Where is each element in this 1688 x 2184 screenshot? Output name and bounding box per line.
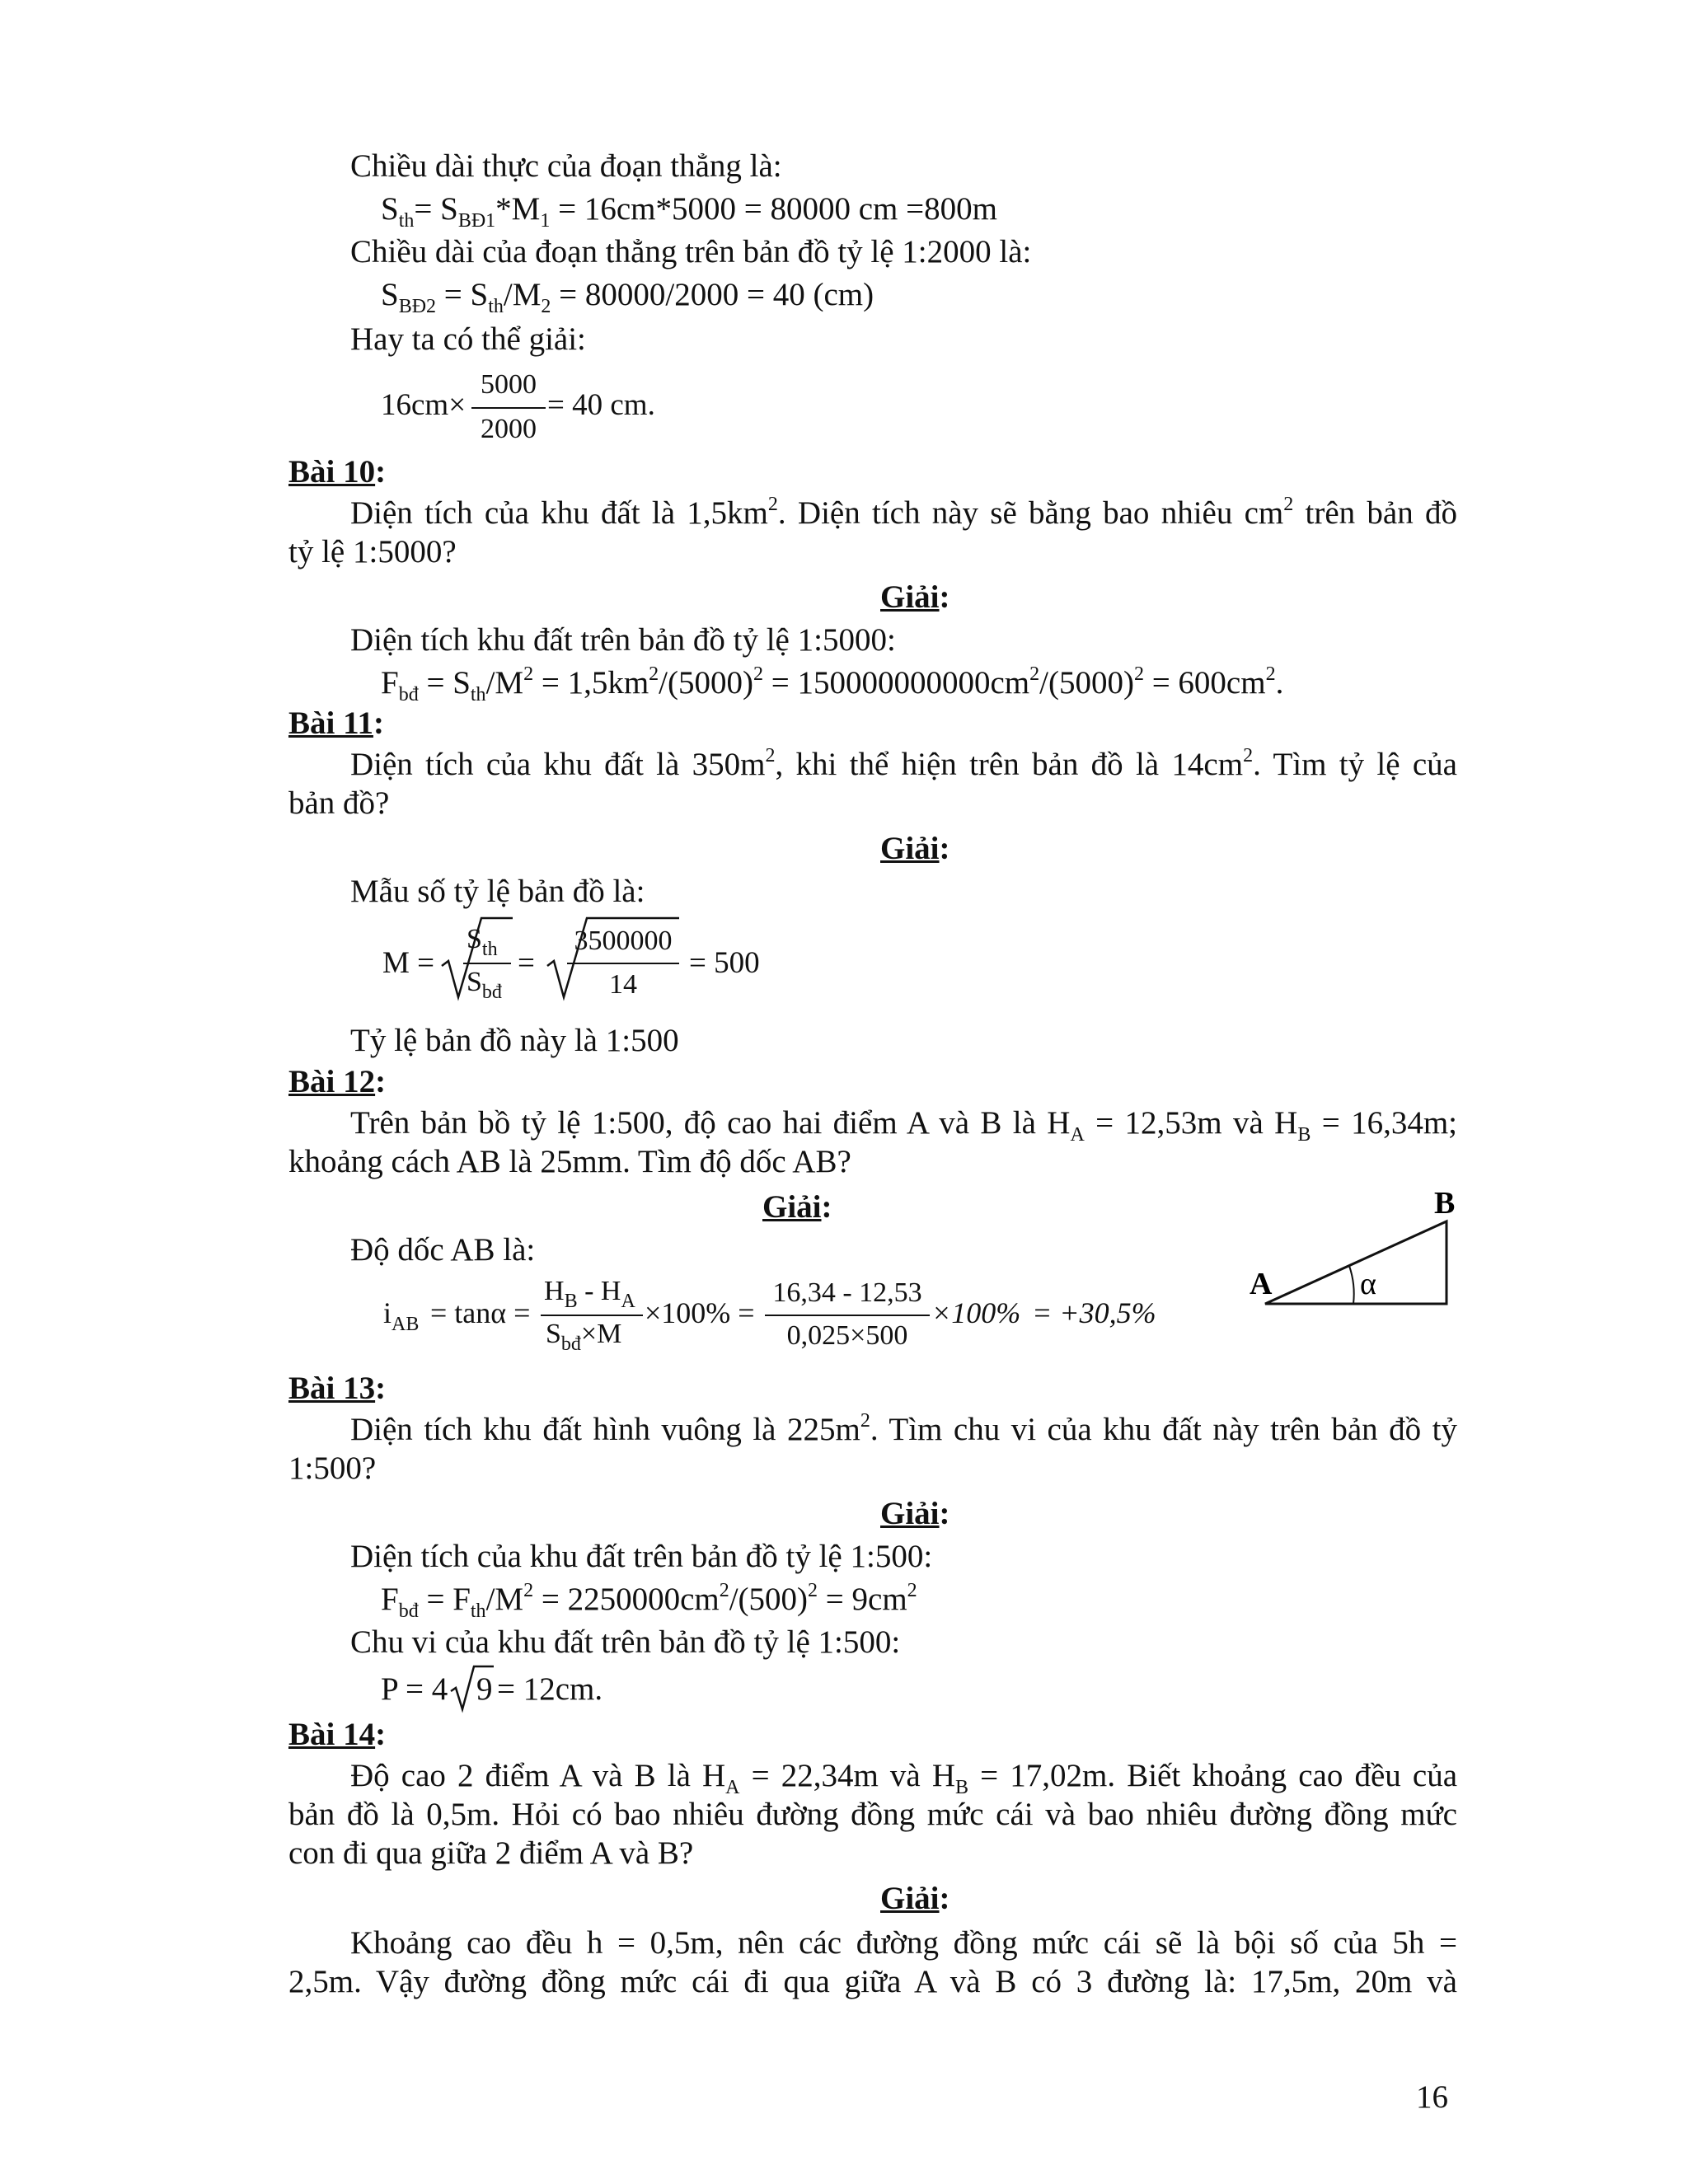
fraction-numerator (467, 924, 498, 960)
formula-text: /(5000) (1039, 665, 1134, 701)
subscript: BĐ1 (457, 210, 496, 232)
symbol: F (381, 665, 399, 701)
formula-text: = 2250000cm (533, 1582, 720, 1617)
solution-heading (762, 1191, 832, 1223)
formula-lhs (383, 1296, 420, 1335)
superscript: 2 (719, 1580, 729, 1601)
fraction-denominator: 0,025×500 (786, 1320, 908, 1351)
formula-text: /M (485, 665, 524, 701)
paragraph-line: Khoảng cao đều h = 0,5m, nên các đường đồng mức cái sẽ là bội số của 5h = (350, 1925, 1457, 1961)
paragraph-line: bản đồ là 0,5m. Hỏi có bao nhiêu đường đồng mức cái và bao nhiêu đường đồng mức (288, 1797, 1457, 1832)
superscript: 2 (808, 1580, 818, 1601)
text: . Tìm tỷ lệ của (1253, 747, 1457, 782)
colon: : (375, 1717, 387, 1752)
text-line: Hay ta có thể giải: (350, 321, 586, 357)
colon: : (821, 1189, 832, 1225)
colon: : (939, 831, 950, 866)
fraction-denominator (546, 1319, 622, 1355)
subscript: A (725, 1777, 740, 1798)
paragraph-line (350, 1410, 1457, 1447)
fraction-bar (471, 407, 546, 409)
subscript: bđ (560, 1333, 581, 1355)
text: Diện tích của khu đất là 350m (350, 747, 766, 782)
formula-line (381, 191, 997, 232)
exercise-title: Bài 11 (288, 705, 373, 741)
formula-text: = 1,5km (533, 665, 649, 701)
subscript: B (955, 1777, 969, 1798)
colon: : (375, 1064, 387, 1099)
text: trên bản đồ (1293, 495, 1458, 531)
subscript: A (621, 1291, 635, 1312)
formula-left: 16cm× (381, 388, 467, 422)
subscript: th (481, 939, 498, 960)
colon: : (939, 1496, 950, 1531)
text-line: Chiều dài thực của đoạn thẳng là: (350, 148, 782, 184)
paragraph-line: khoảng cách AB là 25mm. Tìm độ dốc AB? (288, 1144, 851, 1179)
solution-label: Giải (880, 1881, 940, 1916)
symbol: H (544, 1276, 565, 1306)
text: . Tìm chu vi của khu đất này trên bản đồ tỷ (870, 1412, 1457, 1447)
colon: : (939, 1881, 950, 1916)
paragraph-line: bản đồ? (288, 785, 390, 821)
subscript: bđ (481, 982, 502, 1003)
text-line: Chu vi của khu đất trên bản đồ tỷ lệ 1:500: (350, 1624, 901, 1660)
formula-text: = tanα = (430, 1296, 531, 1329)
superscript: 2 (753, 663, 763, 685)
exercise-heading (288, 1372, 386, 1404)
text: Trên bản bồ tỷ lệ 1:500, độ cao hai điểm A và B là H (350, 1105, 1071, 1141)
subscript: B (564, 1291, 578, 1312)
text-line: Diện tích khu đất trên bản đồ tỷ lệ 1:5000: (350, 622, 896, 658)
formula-lhs: M = (382, 946, 435, 980)
fraction-numerator: 3500000 (574, 926, 673, 956)
equals-sign: = (518, 946, 535, 980)
text: Diện tích khu đất hình vuông là 225m (350, 1412, 860, 1447)
subscript: BĐ2 (398, 296, 437, 317)
formula-text: /M (503, 277, 542, 312)
fraction-denominator (467, 967, 502, 1003)
text-line: Tỷ lệ bản đồ này là 1:500 (350, 1023, 679, 1058)
formula-text: /(5000) (659, 665, 753, 701)
subscript: B (1297, 1124, 1311, 1146)
formula-right: = 40 cm. (547, 388, 655, 422)
colon: : (373, 705, 384, 741)
formula-result: = +30,5% (1032, 1296, 1156, 1329)
text: . Diện tích này sẽ bằng bao nhiêu cm (777, 495, 1284, 531)
text: = 17,02m. Biết khoảng cao đều của (968, 1758, 1457, 1793)
formula-text: = 600cm (1143, 665, 1266, 701)
superscript: 2 (1283, 494, 1294, 515)
solution-label: Giải (880, 579, 940, 615)
symbol: S (467, 924, 482, 954)
formula-line (381, 277, 874, 317)
superscript: 2 (907, 1580, 917, 1601)
formula-text: = S (436, 277, 489, 312)
solution-heading (880, 581, 950, 613)
fraction-numerator: 5000 (481, 369, 537, 400)
subscript: th (470, 1601, 486, 1622)
symbol: S (467, 967, 482, 997)
fraction-bar (541, 1315, 643, 1316)
formula-text: ×100% = (645, 1296, 755, 1329)
paragraph-line (350, 1758, 1457, 1798)
superscript: 2 (765, 745, 776, 766)
paragraph-line (350, 745, 1457, 782)
formula-text: /(500) (729, 1582, 809, 1617)
exercise-title: Bài 10 (288, 454, 376, 490)
formula-text: = S (418, 665, 471, 701)
subscript: th (488, 296, 504, 317)
exercise-heading (288, 456, 386, 488)
solution-label: Giải (880, 1496, 940, 1531)
superscript: 2 (1265, 663, 1276, 685)
formula-text: /M (485, 1582, 524, 1617)
solution-heading (880, 1882, 950, 1915)
exercise-title: Bài 13 (288, 1371, 376, 1406)
exercise-title: Bài 12 (288, 1064, 376, 1099)
text: , khi thể hiện trên bản đồ là 14cm (775, 747, 1244, 782)
exercise-heading (288, 1066, 386, 1098)
formula-line (381, 1580, 917, 1622)
subscript: bđ (398, 1601, 419, 1622)
paragraph-line (350, 494, 1458, 531)
subscript: A (1070, 1124, 1085, 1146)
superscript: 2 (649, 663, 659, 685)
fraction-bar (463, 963, 511, 964)
exercise-heading (288, 707, 384, 739)
formula-text: ×100% (931, 1296, 1021, 1329)
superscript: 2 (523, 663, 534, 685)
exercise-heading (288, 1718, 386, 1750)
point-b-label: B (1434, 1186, 1456, 1221)
superscript: 2 (1243, 745, 1254, 766)
superscript: 2 (523, 1580, 534, 1601)
solution-label: Giải (762, 1189, 822, 1225)
paragraph-line (350, 1105, 1457, 1146)
triangle-shape (1265, 1221, 1447, 1304)
symbol: i (383, 1296, 392, 1329)
page-number: 16 (1416, 2079, 1448, 2115)
formula-text: *M (495, 191, 541, 227)
formula-text: = S (414, 191, 458, 227)
formula-text: = 16cm*5000 = 80000 cm =800m (550, 191, 997, 227)
text-line: Mẫu số tỷ lệ bản đồ là: (350, 874, 645, 909)
colon: : (939, 579, 950, 615)
text-line: Diện tích của khu đất trên bản đồ tỷ lệ 1:500: (350, 1539, 933, 1574)
colon: : (375, 1371, 387, 1406)
exercise-title: Bài 14 (288, 1717, 376, 1752)
fraction-bar (765, 1315, 930, 1316)
fraction-denominator: 14 (609, 969, 637, 1000)
subscript: th (398, 210, 415, 232)
text-line: Chiều dài của đoạn thẳng trên bản đồ tỷ lệ 1:2000 là: (350, 234, 1032, 269)
formula-text: = 80000/2000 = 40 (cm) (551, 277, 874, 312)
formula-text: = 150000000000cm (762, 665, 1030, 701)
formula-result: = 500 (689, 946, 760, 980)
solution-label: Giải (880, 831, 940, 866)
paragraph-line: con đi qua giữa 2 điểm A và B? (288, 1835, 694, 1871)
text: Diện tích của khu đất là 1,5km (350, 495, 768, 531)
solution-heading (880, 832, 950, 865)
subscript: AB (392, 1314, 420, 1335)
radicand: 9 (476, 1671, 493, 1707)
alpha-label: α (1360, 1267, 1376, 1301)
fraction-denominator: 2000 (481, 414, 537, 444)
text-line: Độ dốc AB là: (350, 1232, 536, 1268)
fraction-numerator: 16,34 - 12,53 (772, 1277, 922, 1308)
solution-heading (880, 1497, 950, 1530)
formula-text: P = 4 (381, 1671, 448, 1707)
fraction-numerator (544, 1276, 635, 1312)
subscript: 1 (540, 210, 551, 232)
paragraph-line: 2,5m. Vậy đường đồng mức cái đi qua giữa A và B có 3 đường là: 17,5m, 20m và (288, 1964, 1457, 1999)
text: Độ cao 2 điểm A và B là H (350, 1758, 726, 1793)
symbol: ×M (580, 1319, 622, 1349)
symbol: - H (577, 1276, 621, 1306)
subscript: th (470, 684, 486, 705)
angle-arc (1349, 1266, 1354, 1304)
formula-line (381, 663, 1284, 705)
paragraph-line: 1:500? (288, 1451, 377, 1486)
slope-triangle-diagram (1236, 1187, 1484, 1319)
superscript: 2 (1133, 663, 1144, 685)
colon: : (375, 454, 387, 490)
formula-text: = F (418, 1582, 471, 1617)
text: = 22,34m và H (739, 1758, 956, 1793)
formula-text: = 9cm (818, 1582, 907, 1617)
symbol: S (381, 277, 399, 312)
fraction-bar (567, 963, 679, 964)
formula-text: . (1275, 665, 1284, 701)
text: = 12,53m và H (1084, 1105, 1298, 1141)
point-a-label: A (1250, 1267, 1273, 1301)
symbol: S (381, 191, 399, 227)
symbol: S (546, 1319, 561, 1349)
subscript: bđ (398, 684, 419, 705)
superscript: 2 (1029, 663, 1040, 685)
text: = 16,34m; (1311, 1105, 1457, 1141)
superscript: 2 (860, 1410, 870, 1432)
symbol: F (381, 1582, 399, 1617)
subscript: 2 (541, 296, 551, 317)
superscript: 2 (767, 494, 778, 515)
paragraph-line: tỷ lệ 1:5000? (288, 534, 457, 569)
formula-text: = 12cm. (489, 1671, 603, 1707)
